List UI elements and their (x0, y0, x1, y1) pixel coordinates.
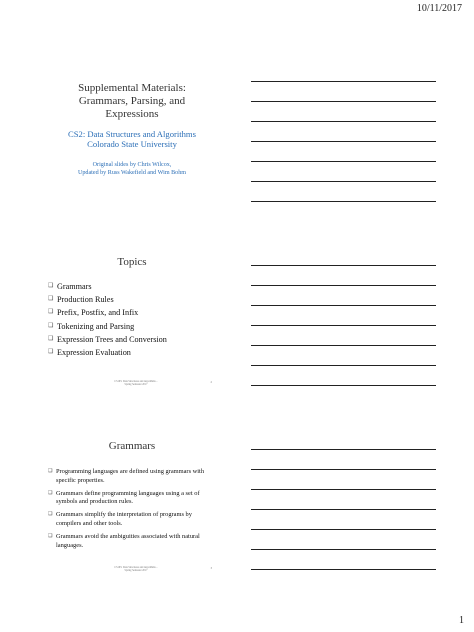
title-line-3: Expressions (105, 108, 159, 120)
list-item: ❑ Programming languages are defined using grammars with specific properties. (48, 468, 205, 484)
list-item: ❑ Grammars simplify the interpretation of programs by compilers and other tools. (48, 511, 192, 527)
bullet-square-icon: ❑ (48, 490, 53, 496)
bullet-square-icon: ❑ (48, 309, 54, 316)
note-line (251, 469, 436, 470)
note-line (251, 569, 436, 570)
bullet-square-icon: ❑ (48, 469, 53, 474)
topics-title: Topics (117, 256, 147, 268)
note-line (251, 101, 436, 102)
university-name: Colorado State University (87, 139, 177, 149)
bullet-square-icon: ❑ (48, 335, 54, 342)
list-item: ❑ Prefix, Postfix, and Infix (48, 306, 216, 319)
bullet-square-icon: ❑ (48, 296, 54, 303)
note-line (251, 121, 436, 122)
note-line (251, 181, 436, 182)
slide-footer-text: CS165: Data Structures and Algorithms – Spring Semester 2017 (114, 379, 158, 386)
note-line (251, 345, 436, 346)
list-item: ❑ Expression Evaluation (48, 346, 216, 359)
list-item: ❑ Tokenizing and Parsing (48, 320, 216, 333)
note-line (251, 161, 436, 162)
grammars-title: Grammars (108, 440, 156, 452)
page-number: 1 (459, 615, 464, 626)
note-line (251, 305, 436, 306)
list-item: ❑ Grammars avoid the ambiguities associated with natural languages. (48, 532, 200, 549)
course-name: CS2: Data Structures and Algorithms (68, 129, 196, 139)
slide-title-heading (48, 82, 216, 121)
list-item: ❑ Expression Trees and Conversion (48, 333, 216, 346)
note-line (251, 265, 436, 266)
bullet-square-icon: ❑ (48, 512, 53, 518)
print-date: 10/11/2017 (416, 3, 462, 14)
note-line (251, 81, 436, 82)
note-line (251, 141, 436, 142)
title-line-1: Supplemental Materials: (78, 82, 186, 94)
title-line-2: Grammars, Parsing, and (78, 95, 186, 107)
topics-list (48, 280, 216, 359)
slide-topics (48, 256, 216, 388)
list-item: ❑ Production Rules (48, 293, 216, 306)
note-line (251, 489, 436, 490)
credits (48, 161, 216, 177)
grammars-list (48, 468, 216, 550)
bullet-square-icon: ❑ (48, 349, 54, 356)
course-subtitle (48, 129, 216, 149)
list-item: ❑ Grammars define programming languages using a set of symbols and production rules. (48, 489, 200, 506)
note-line (251, 385, 436, 386)
bullet-square-icon: ❑ (48, 533, 53, 539)
note-line (251, 509, 436, 510)
note-line (251, 285, 436, 286)
slide-number: 3 (210, 566, 212, 570)
bullet-square-icon: ❑ (48, 283, 54, 289)
note-line (251, 449, 436, 450)
note-line (251, 365, 436, 366)
credit-line-1: Original slides by Chris Wilcox, (92, 162, 172, 168)
note-line (251, 201, 436, 202)
slide-number: 2 (210, 380, 212, 384)
note-line (251, 549, 436, 550)
slide-grammars (48, 440, 216, 572)
list-item: ❑ Grammars (48, 280, 216, 293)
credit-line-2: Updated by Russ Wakefield and Wim Bohm (77, 170, 187, 176)
bullet-square-icon: ❑ (48, 322, 54, 329)
slide-footer-text: CS165: Data Structures and Algorithms – Spring Semester 2017 (114, 565, 158, 572)
slide-title (48, 82, 216, 210)
note-line (251, 529, 436, 530)
note-line (251, 325, 436, 326)
